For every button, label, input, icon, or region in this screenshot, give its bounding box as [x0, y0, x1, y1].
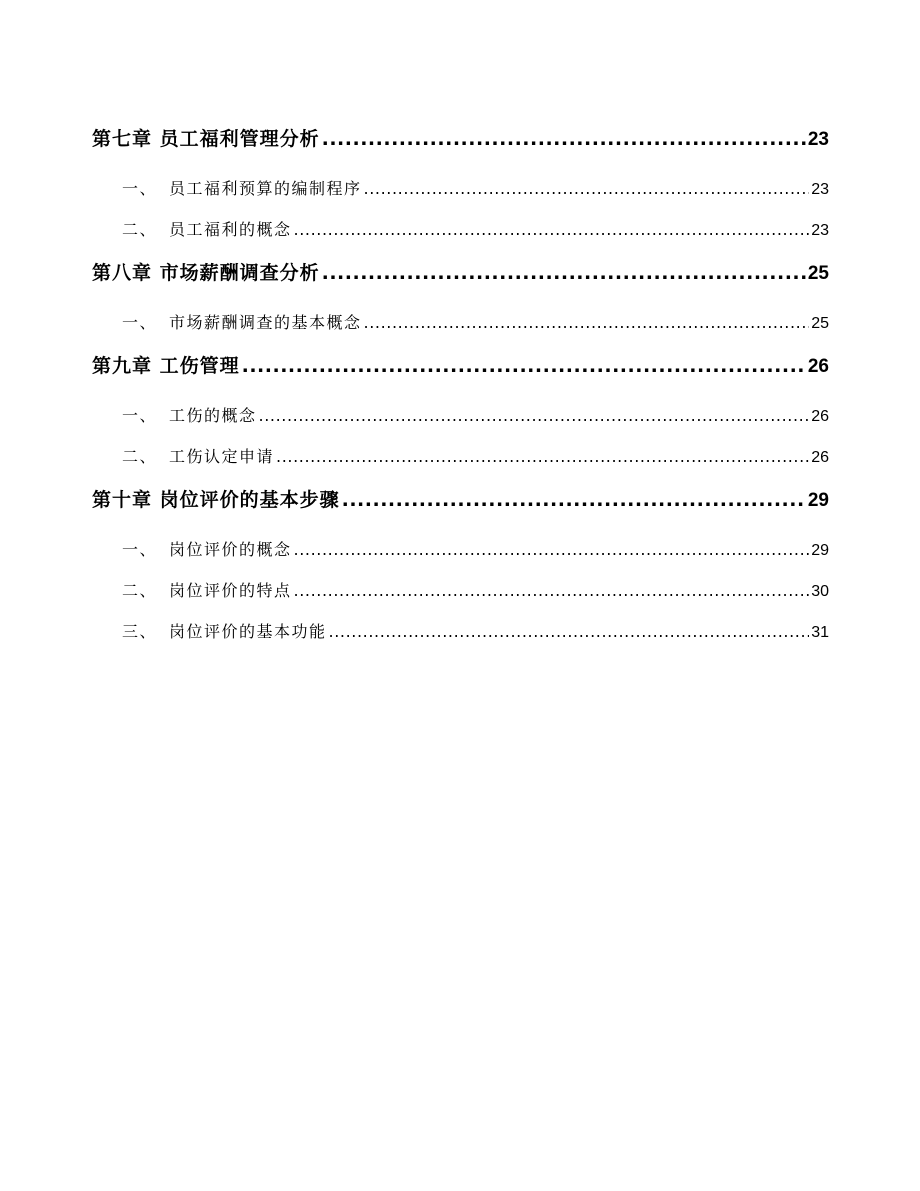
section-title: 市场薪酬调查的基本概念	[169, 313, 362, 332]
page-number: 23	[807, 129, 829, 150]
page-number: 29	[811, 542, 829, 559]
dot-leader	[364, 168, 810, 209]
toc-section-entry[interactable]	[92, 168, 829, 209]
dot-leader	[276, 436, 809, 477]
toc-chapter-entry[interactable]	[92, 479, 829, 521]
page-number: 29	[807, 490, 829, 511]
section-number: 二、	[122, 447, 158, 466]
toc-chapter-entry[interactable]	[92, 252, 829, 294]
chapter-title: 第七章 员工福利管理分析	[92, 128, 320, 150]
section-number: 一、	[122, 313, 158, 332]
page-number: 26	[807, 356, 829, 377]
page-number: 25	[811, 315, 829, 332]
dot-leader	[322, 118, 806, 160]
dot-leader	[294, 570, 810, 611]
dot-leader	[322, 252, 806, 294]
chapter-title: 第九章 工伤管理	[92, 355, 240, 377]
toc-section-entry[interactable]	[92, 302, 829, 343]
section-number: 一、	[122, 540, 158, 559]
section-number: 一、	[122, 179, 158, 198]
chapter-title: 第八章 市场薪酬调查分析	[92, 262, 320, 284]
page-number: 23	[811, 222, 829, 239]
toc-section-entry[interactable]	[92, 209, 829, 250]
section-number: 三、	[122, 622, 158, 641]
toc-section-entry[interactable]	[92, 570, 829, 611]
page-number: 26	[811, 408, 829, 425]
section-title: 工伤的概念	[169, 406, 257, 425]
section-title: 工伤认定申请	[169, 447, 275, 466]
page-number: 23	[811, 181, 829, 198]
toc-section-entry[interactable]	[92, 611, 829, 652]
dot-leader	[364, 302, 810, 343]
toc-section-entry[interactable]	[92, 395, 829, 436]
toc-section-entry[interactable]	[92, 436, 829, 477]
dot-leader	[329, 611, 810, 652]
toc-section-entry[interactable]	[92, 529, 829, 570]
page-number: 25	[807, 263, 829, 284]
chapter-title: 第十章 岗位评价的基本步骤	[92, 489, 340, 511]
toc-chapter-entry[interactable]	[92, 345, 829, 387]
section-title: 岗位评价的基本功能	[169, 622, 327, 641]
dot-leader	[259, 395, 810, 436]
dot-leader	[242, 345, 806, 387]
section-number: 一、	[122, 406, 158, 425]
page-number: 31	[811, 624, 829, 641]
section-title: 岗位评价的概念	[169, 540, 292, 559]
section-title: 员工福利的概念	[169, 220, 292, 239]
section-title: 员工福利预算的编制程序	[169, 179, 362, 198]
dot-leader	[342, 479, 806, 521]
section-number: 二、	[122, 581, 158, 600]
table-of-contents	[92, 118, 829, 652]
page-number: 26	[811, 449, 829, 466]
dot-leader	[294, 209, 810, 250]
dot-leader	[294, 529, 810, 570]
page-number: 30	[811, 583, 829, 600]
toc-chapter-entry[interactable]	[92, 118, 829, 160]
section-title: 岗位评价的特点	[169, 581, 292, 600]
section-number: 二、	[122, 220, 158, 239]
